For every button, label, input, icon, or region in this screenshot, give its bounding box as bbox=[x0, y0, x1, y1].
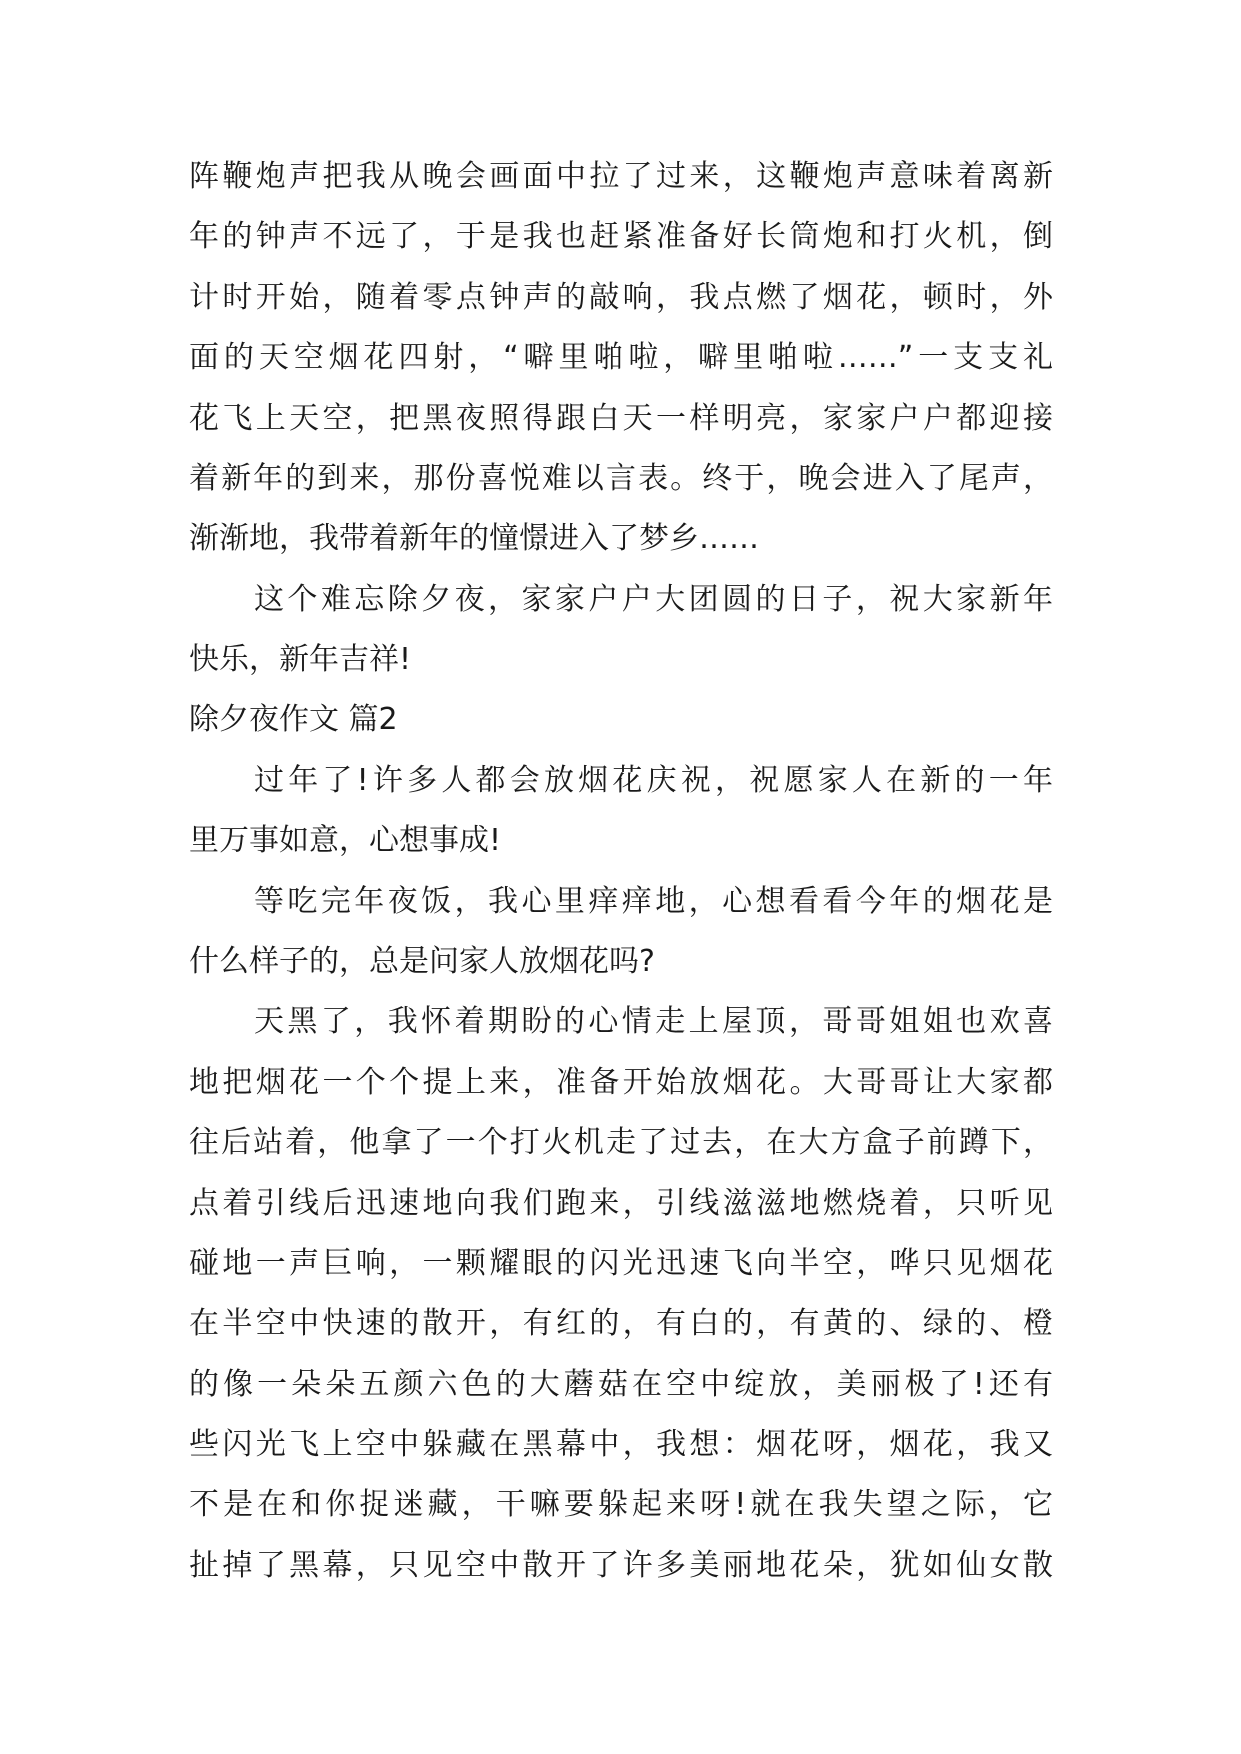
paragraph-line: 地把烟花一个个提上来，准备开始放烟花。大哥哥让大家都 bbox=[189, 1065, 1053, 1100]
paragraph-line: 面的天空烟花四射，“噼里啪啦，噼里啪啦……”一支支礼 bbox=[189, 340, 1053, 375]
paragraph-line: 碰地一声巨响，一颗耀眼的闪光迅速飞向半空，哗只见烟花 bbox=[189, 1246, 1053, 1281]
paragraph-line: 往后站着，他拿了一个打火机走了过去，在大方盒子前蹲下， bbox=[189, 1125, 1053, 1160]
paragraph-line: 这个难忘除夕夜，家家户户大团圆的日子，祝大家新年 bbox=[254, 582, 1053, 617]
paragraph-line: 不是在和你捉迷藏，干嘛要躲起来呀!就在我失望之际，它 bbox=[189, 1487, 1053, 1522]
section-heading: 除夕夜作文 篇2 bbox=[189, 702, 398, 737]
paragraph-line: 的像一朵朵五颜六色的大蘑菇在空中绽放，美丽极了!还有 bbox=[189, 1367, 1053, 1402]
paragraph-line: 过年了!许多人都会放烟花庆祝，祝愿家人在新的一年 bbox=[254, 763, 1053, 798]
paragraph-line: 什么样子的，总是问家人放烟花吗? bbox=[189, 944, 655, 979]
paragraph-line: 着新年的到来，那份喜悦难以言表。终于，晚会进入了尾声， bbox=[189, 461, 1053, 496]
paragraph-line: 天黑了，我怀着期盼的心情走上屋顶，哥哥姐姐也欢喜 bbox=[254, 1004, 1053, 1039]
paragraph-line: 年的钟声不远了，于是我也赶紧准备好长筒炮和打火机，倒 bbox=[189, 219, 1053, 254]
paragraph-line: 在半空中快速的散开，有红的，有白的，有黄的、绿的、橙 bbox=[189, 1306, 1053, 1341]
paragraph-line: 里万事如意，心想事成! bbox=[189, 823, 502, 858]
paragraph-line: 花飞上天空，把黑夜照得跟白天一样明亮，家家户户都迎接 bbox=[189, 401, 1053, 436]
paragraph-line: 些闪光飞上空中躲藏在黑幕中，我想：烟花呀，烟花，我又 bbox=[189, 1427, 1053, 1462]
paragraph-line: 点着引线后迅速地向我们跑来，引线滋滋地燃烧着，只听见 bbox=[189, 1186, 1053, 1221]
paragraph-line: 快乐，新年吉祥! bbox=[189, 642, 412, 677]
paragraph-line: 渐渐地，我带着新年的憧憬进入了梦乡…… bbox=[189, 521, 759, 556]
paragraph-line: 等吃完年夜饭，我心里痒痒地，心想看看今年的烟花是 bbox=[254, 884, 1053, 919]
paragraph-line: 扯掉了黑幕，只见空中散开了许多美丽地花朵，犹如仙女散 bbox=[189, 1548, 1053, 1583]
paragraph-line: 阵鞭炮声把我从晚会画面中拉了过来，这鞭炮声意味着离新 bbox=[189, 159, 1053, 194]
paragraph-line: 计时开始，随着零点钟声的敲响，我点燃了烟花，顿时，外 bbox=[189, 280, 1053, 315]
